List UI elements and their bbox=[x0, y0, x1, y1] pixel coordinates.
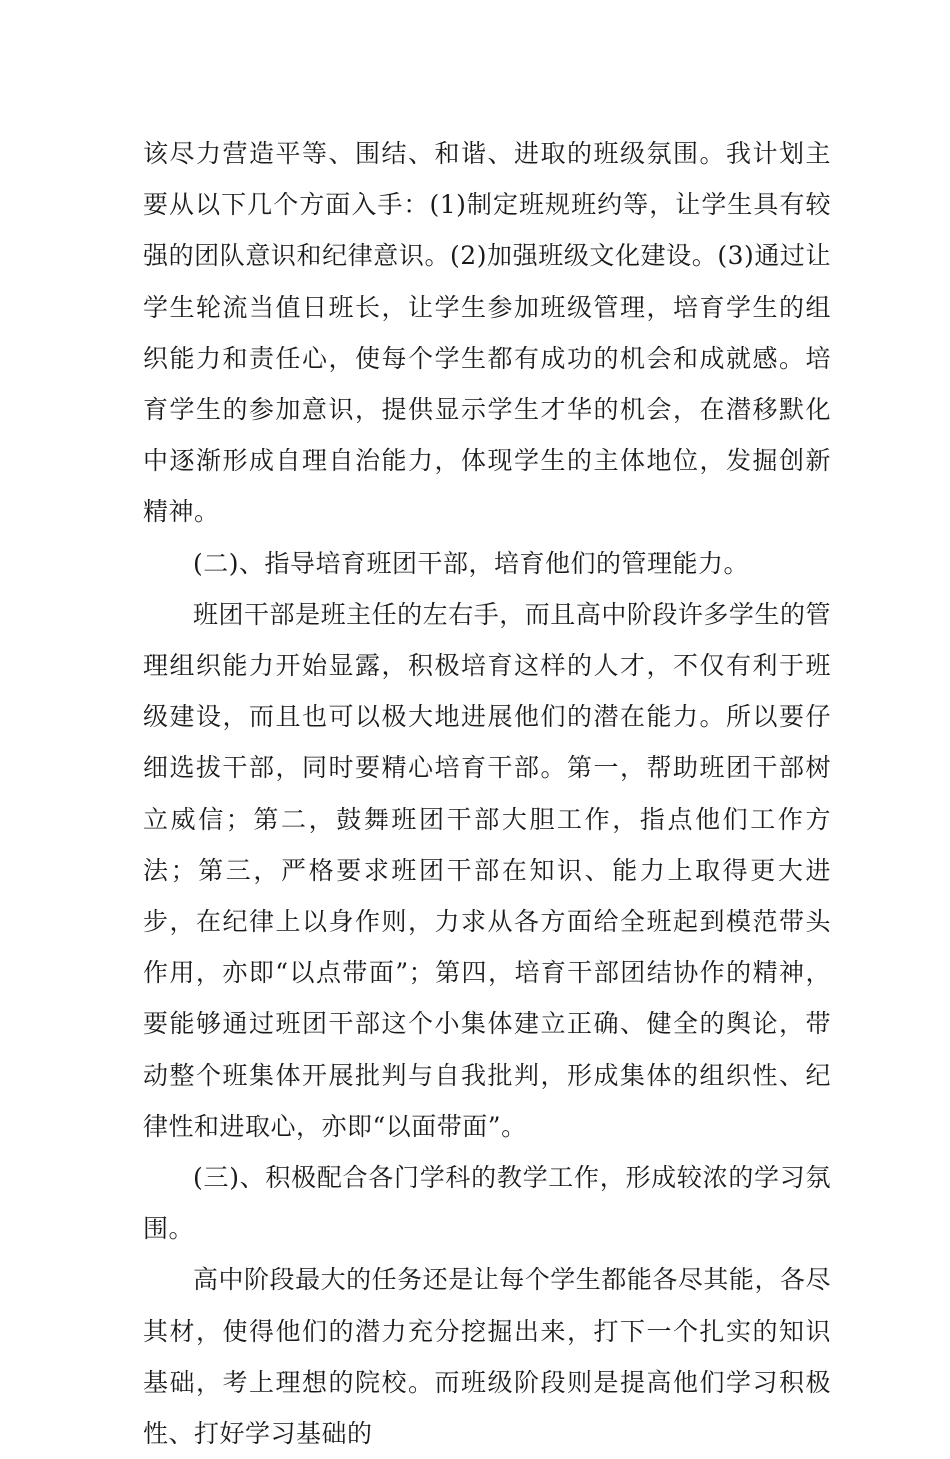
document-body bbox=[143, 128, 831, 1459]
paragraph-1: 该尽力营造平等、围结、和谐、进取的班级氛围。我计划主要从以下几个方面入手：(1)制定班规班约等，让学生具有较强的团队意识和纪律意识。(2)加强班级文化建设。(3)通过让学生轮流当值日班长，让学生参加班级管理，培育学生的组织能力和责任心，使每个学生都有成功的机会和成就感。培育学生的参加意识，提供显示学生才华的机会，在潜移默化中逐渐形成自理自治能力，体现学生的主体地位，发掘创新精神。 bbox=[143, 139, 831, 527]
paragraph-5: 高中阶段最大的任务还是让每个学生都能各尽其能，各尽其材，使得他们的潜力充分挖掘出来，打下一个扎实的知识基础，考上理想的院校。而班级阶段则是提高他们学习积极性、打好学习基础的 bbox=[143, 1265, 831, 1449]
paragraph-2-heading: (二)、指导培育班团干部，培育他们的管理能力。 bbox=[193, 548, 750, 578]
paragraph-4-heading: (三)、积极配合各门学科的教学工作，形成较浓的学习氛围。 bbox=[143, 1163, 831, 1244]
paragraph-3: 班团干部是班主任的左右手，而且高中阶段许多学生的管理组织能力开始显露，积极培育这样的人才，不仅有利于班级建设，而且也可以极大地进展他们的潜在能力。所以要仔细选拔干部，同时要精心培育干部。第一，帮助班团干部树立威信；第二，鼓舞班团干部大胆工作，指点他们工作方法；第三，严格要求班团干部在知识、能力上取得更大进步，在纪律上以身作则，力求从各方面给全班起到模范带头作用，亦即“以点带面”；第四，培育干部团结协作的精神，要能够通过班团干部这个小集体建立正确、健全的舆论，带动整个班集体开展批判与自我批判，形成集体的组织性、纪律性和进取心，亦即“以面带面”。 bbox=[143, 599, 831, 1141]
